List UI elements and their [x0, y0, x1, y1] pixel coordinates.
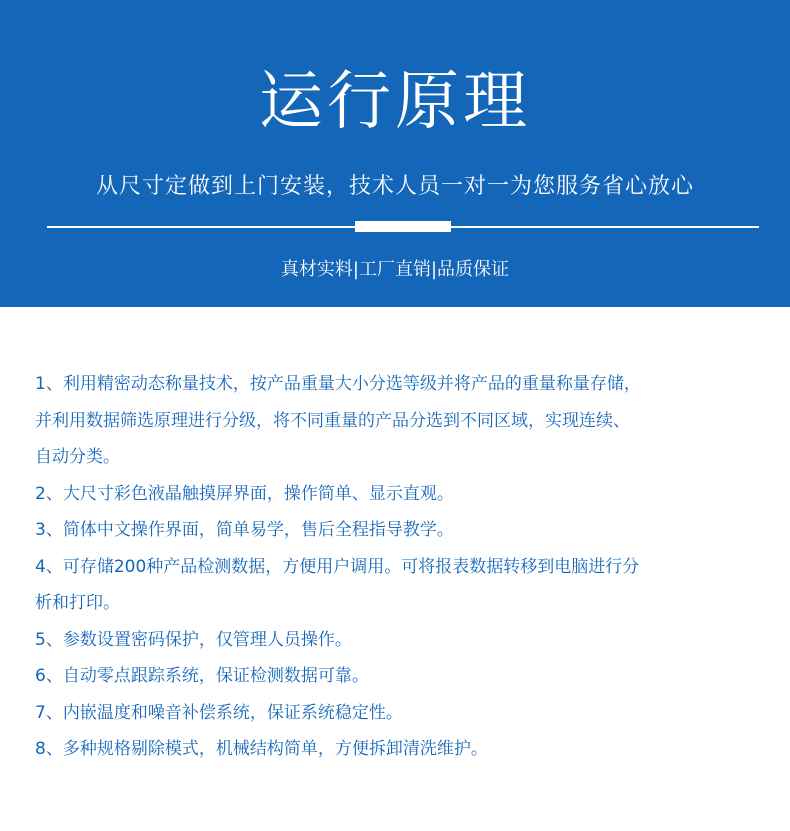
principle-list [35, 366, 750, 768]
header-banner [0, 0, 790, 307]
divider-accent [355, 221, 451, 232]
list-line: 自动分类。 [35, 447, 120, 467]
list-line: 1、利用精密动态称量技术，按产品重量大小分选等级并将产品的重量称量存储， [35, 374, 641, 394]
tagline: 真材实料|工厂直销|品质保证 [280, 259, 510, 280]
list-line: 析和打印。 [35, 593, 120, 613]
list-line: 6、自动零点跟踪系统，保证检测数据可靠。 [35, 666, 369, 686]
page-subtitle: 从尺寸定做到上门安装，技术人员一对一为您服务省心放心 [95, 174, 694, 199]
list-line: 7、内嵌温度和噪音补偿系统，保证系统稳定性。 [35, 702, 403, 723]
page-title: 运行原理 [259, 65, 531, 139]
list-line: 3、简体中文操作界面，简单易学，售后全程指导教学。 [35, 520, 454, 540]
list-line: 8、多种规格剔除模式，机械结构简单，方便拆卸清洗维护。 [35, 739, 488, 759]
list-line: 5、参数设置密码保护，仅管理人员操作。 [35, 629, 352, 650]
list-line: 并利用数据筛选原理进行分级，将不同重量的产品分选到不同区域，实现连续、 [35, 410, 630, 431]
list-line: 4、可存储200种产品检测数据，方便用户调用。可将报表数据转移到电脑进行分 [35, 556, 640, 577]
list-line: 2、大尺寸彩色液晶触摸屏界面，操作简单、显示直观。 [35, 483, 454, 504]
